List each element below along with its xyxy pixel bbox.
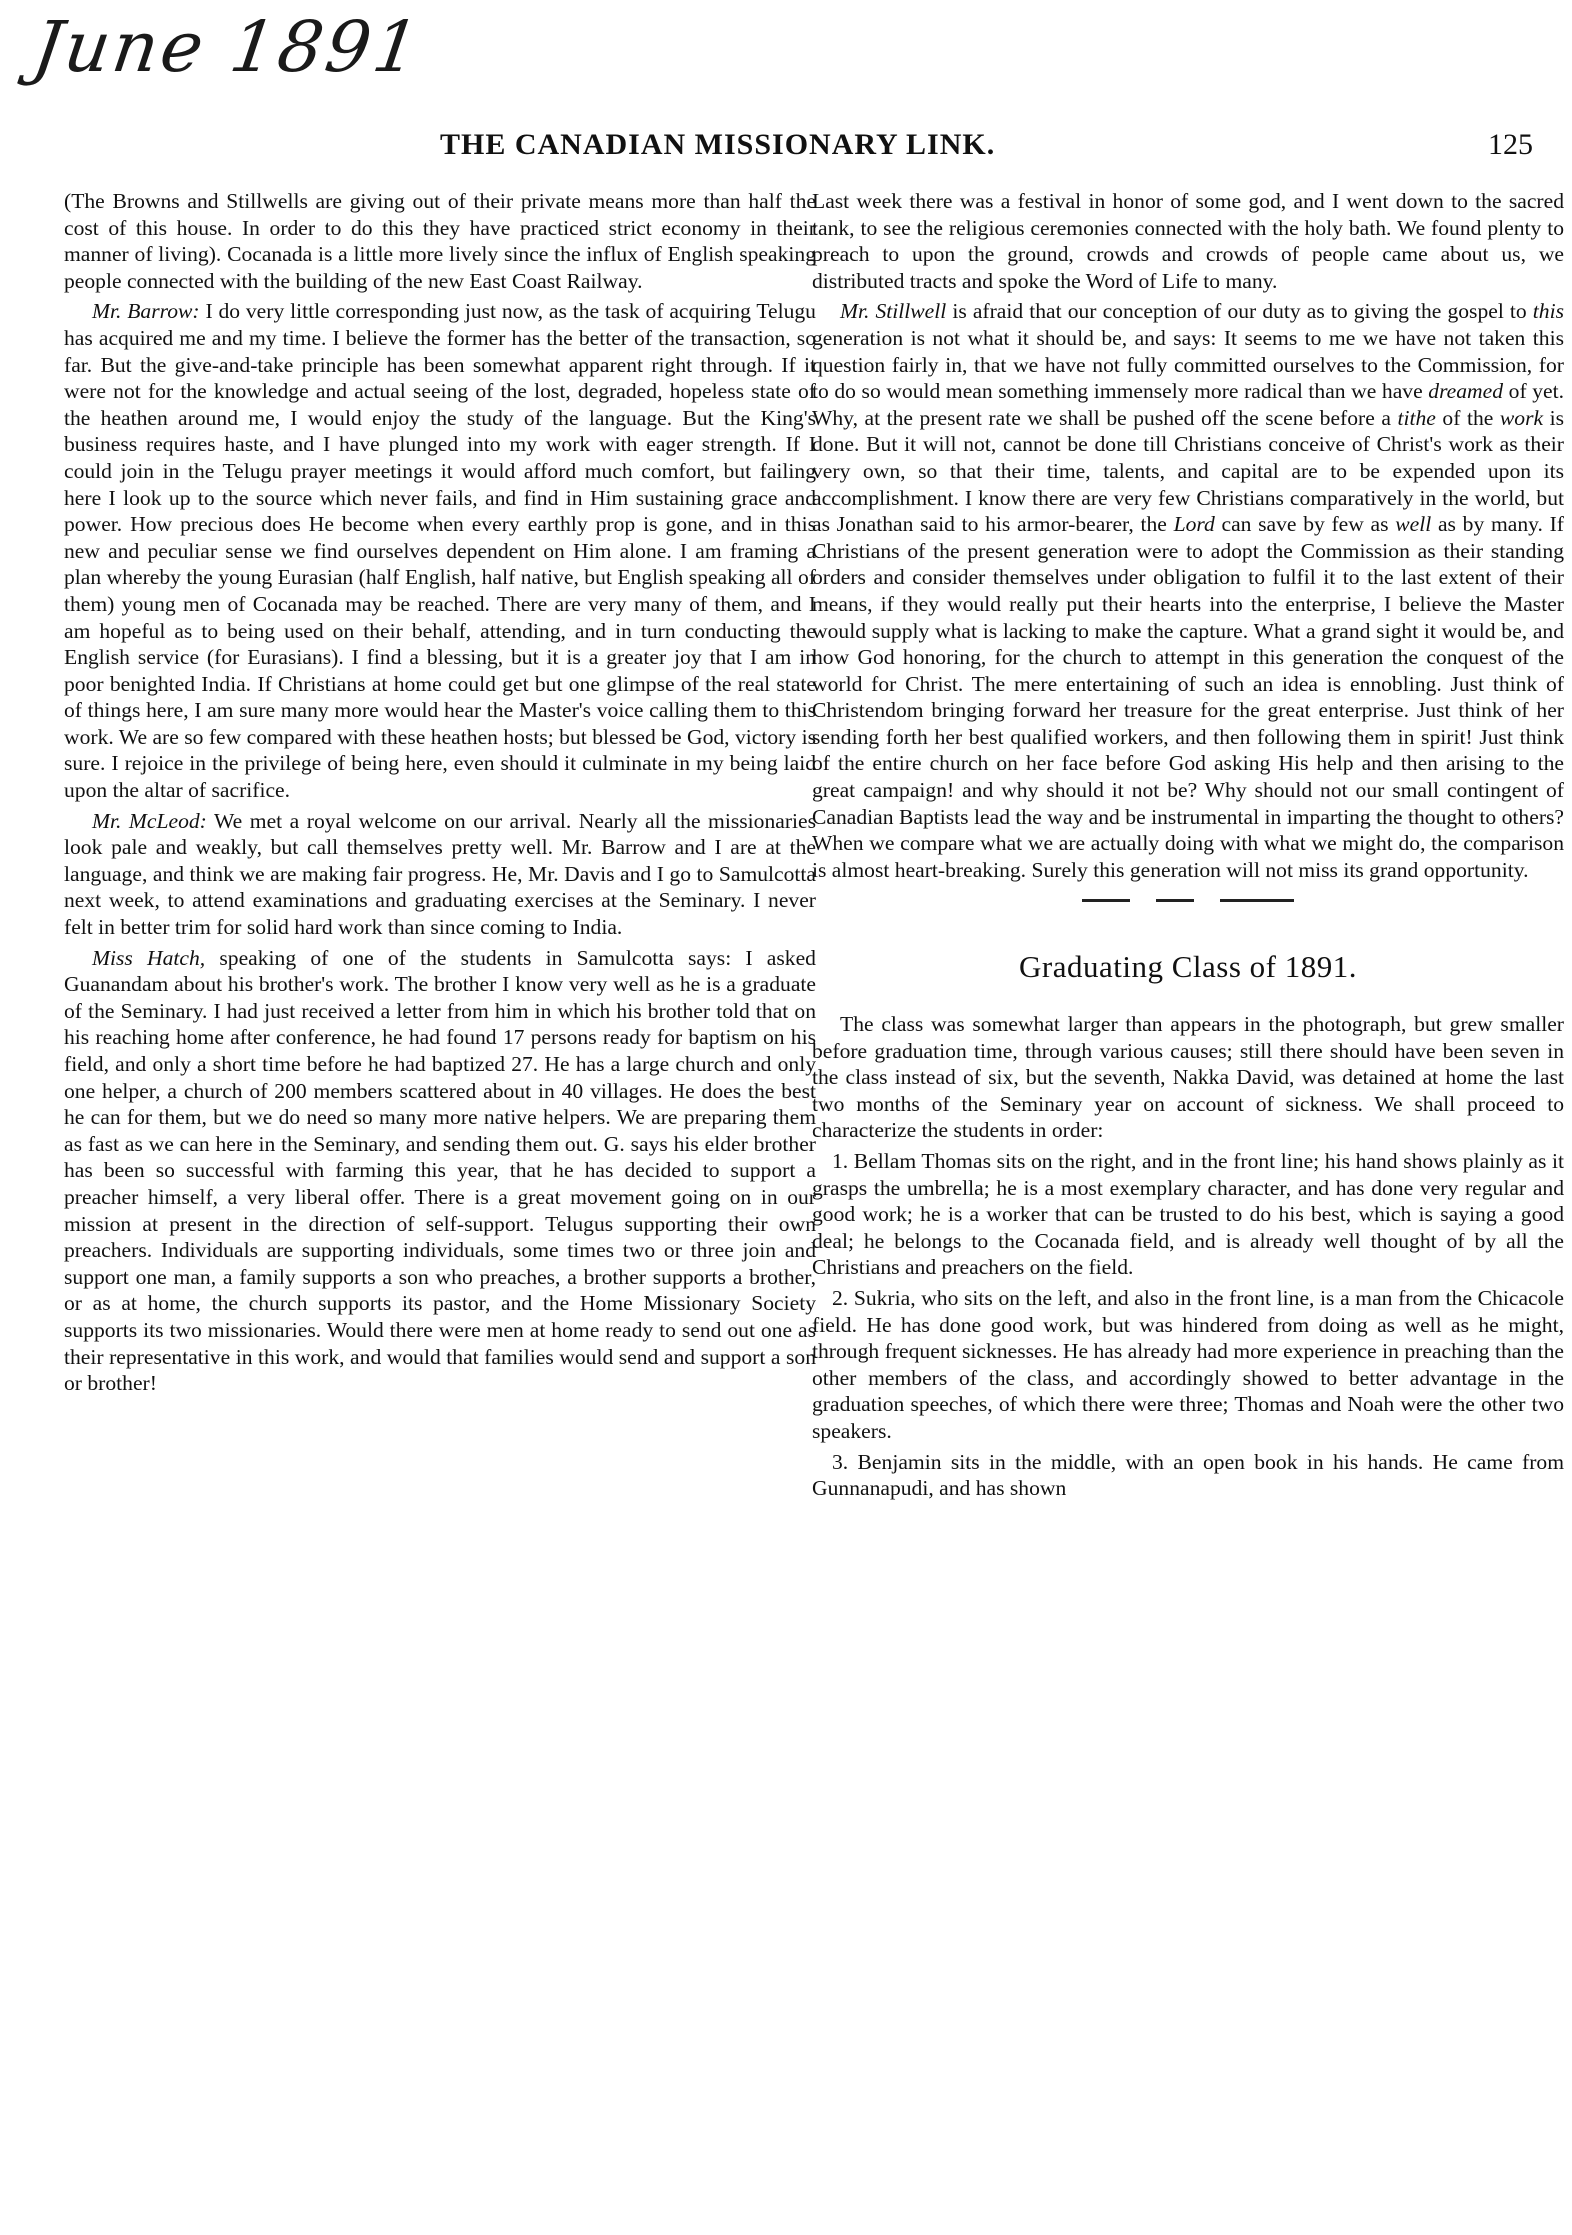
divider-dash	[1082, 899, 1130, 902]
left-column	[64, 188, 816, 1401]
paragraph	[64, 298, 816, 803]
divider-dash	[1156, 899, 1194, 902]
paragraph	[64, 945, 816, 1397]
speaker-name: Mr. Barrow:	[92, 299, 200, 324]
section-heading: Graduating Class of 1891.	[1019, 949, 1357, 985]
emphasis: tithe	[1397, 405, 1436, 430]
paragraph-text: as by many. If Christians of the present generation were to adopt the Commission as their standing orders and consider themselves under obligation to fulfil it to the last extent of their means, if they would really put their hearts into the enterprise, I believe the Master would supply what is lacking to make the capture. What a grand sight it would be, and how God honoring, for the church to attempt in this generation the conquest of the world for Christ. The mere entertaining of such an idea is ennobling. Just think of Christendom bringing forward her treasure for the great enterprise. Just think of her sending forth her best qualified workers, and then following them in spirit! Just think of the entire church on her face before God asking His help and then arising to the great campaign! and why should it not be? Why should not our small contingent of Canadian Baptists lead the way and be instrumental in imparting the thought to others? When we compare what we are actually doing with what we might do, the comparison is almost heart-breaking. Surely this generation will not miss its grand opportunity.	[812, 512, 1564, 882]
paragraph-text: is done. But it will not, cannot be done till Christians conceive of Christ's work as their very own, so that their time, talents, and capital are to be expended upon its accomplishment. I know there are very few Christians comparatively in the world, but as Jonathan said to his armor-bearer, the	[812, 405, 1565, 537]
running-title: THE CANADIAN MISSIONARY LINK.	[440, 128, 996, 161]
list-item: 1. Bellam Thomas sits on the right, and in the front line; his hand shows plainly as it grasps the umbrella; he is a most exemplary character, and has done very regular and good work; he is a worker that can be trusted to do his best, which is saying a good deal; he belongs to the Cocanada field, and is already well thought of by all the Christians and preachers on the field.	[812, 1149, 1564, 1280]
paragraph-text: generation is not what it should be, and says: It seems to me we have not taken this question fairly in, that we have not fully committed ourselves to the Commission, for to do so would mean something immensely more radical than we have	[812, 325, 1564, 404]
paragraph	[64, 808, 816, 941]
right-column	[812, 188, 1564, 1506]
paragraph-text: I do very little corresponding just now, as the task of acquiring Telugu has acquired me and my time. I believe the former has the better of the transaction, so far. But the give-and-take principle has been somewhat apparent right through. If it were not for the knowledge and actual seeing of the lost, degraded, hopeless state of the heathen around me, I would enjoy the study of the language. But the King's business requires haste, and I have plunged into my work with eager strength. If I could join in the Telugu prayer meetings it would afford much comfort, but failing here I look up to the source which never fails, and find in Him sustaining grace and power. How precious does He become when every earthly prop is gone, and in this new and peculiar sense we find ourselves dependent on Him alone. I am framing a plan whereby the young Eurasian (half English, half native, but English speaking all of them) young men of Cocanada may be reached. There are very many of them, and I am hopeful as to being used on their behalf, attending, and in turn conducting the English service (for Eurasians). I find a blessing, but it is a greater joy that I am in poor benighted India. If Christians at home could get but one glimpse of the real state of things here, I am sure many more would hear the Master's voice calling them to this work. We are so few compared with these heathen hosts; but blessed be God, victory is sure. I rejoice in the privilege of being here, even should it culminate in my being laid upon the altar of sacrifice.	[64, 299, 816, 803]
emphasis: work	[1499, 405, 1544, 430]
paragraph-text: of the	[1442, 405, 1494, 430]
paragraph-text: speaking of one of the students in Samulcotta says: I asked Guanandam about his brother's work. The brother I know very well as he is a graduate of the Seminary. I had just received a letter from him in which his brother told that on his reaching home after conference, he had found 17 persons ready for baptism on his field, and only a short time before he had baptized 27. He has a large church and only one helper, a church of 200 members scattered about in 40 villages. He does the best he can for them, but we do need so many more native helpers. We are preparing them as fast as we can here in the Seminary, and sending them out. G. says his elder brother has been so successful with farming this year, that he has decided to support a preacher himself, a very liberal offer. There is a great movement going on in our mission at present in the direction of self-support. Telugus supporting their own preachers. Individuals are supporting individuals, some times two or three join and support one man, a family supports a son who preaches, a brother supports a brother, or as at home, the church supports its pastor, and the Home Missionary Society supports its two missionaries. Would there were men at home ready to send out one as their representative in this work, and would that families would send and support a son or brother!	[64, 945, 816, 1396]
speaker-name: Miss Hatch,	[92, 945, 206, 970]
page-number: 125	[1488, 128, 1533, 161]
divider-dash	[1220, 899, 1294, 902]
emphasis: Lord	[1173, 512, 1215, 537]
emphasis: this	[1532, 299, 1564, 324]
emphasis: well	[1395, 512, 1432, 537]
paragraph: The class was somewhat larger than appears in the photograph, but grew smaller before graduation time, through various causes; still there should have been seven in the class instead of six, but the seventh, Nakka David, was detained at home the last two months of the Seminary year on account of sickness. We shall proceed to characterize the students in order:	[812, 1012, 1564, 1143]
paragraph: (The Browns and Stillwells are giving out of their private means more than half the cost of this house. In order to do this they have practiced strict economy in their manner of living). Cocanada is a little more lively since the influx of English speaking people connected with the building of the new East Coast Railway.	[64, 189, 816, 293]
speaker-name: Mr. Stillwell	[840, 299, 947, 324]
emphasis: dreamed	[1428, 379, 1504, 404]
paragraph-text: We met a royal welcome on our arrival. Nearly all the missionaries look pale and weakly, but call themselves pretty well. Mr. Barrow and I are at the language, and think we are making fair progress. He, Mr. Davis and I go to Samulcotta next week, to attend examinations and graduating exercises at the Seminary. I never felt in better trim for solid hard work than since coming to India.	[64, 808, 817, 940]
handwritten-date-annotation: June 1891	[28, 6, 427, 88]
list-item: 2. Sukria, who sits on the left, and also in the front line, is a man from the Chicacole field. He has done good work, but was hindered from doing as well as he might, through frequent sicknesses. He has already had more experience in preaching than the other members of the class, and accordingly showed to better advantage in the graduation speeches, of which there were three; Thomas and Noah were the other two speakers.	[812, 1285, 1564, 1443]
paragraph-text: is afraid that our conception of our duty as to giving the gospel to	[952, 299, 1527, 324]
paragraph	[812, 298, 1564, 883]
paragraph-text: can save by few as	[1221, 512, 1389, 537]
paragraph-text: of yet. Why, at the present rate we shall be pushed off the scene before a	[812, 379, 1564, 430]
section-divider	[812, 899, 1564, 902]
list-item: 3. Benjamin sits in the middle, with an open book in his hands. He came from Gunnanapudi, and has shown	[812, 1449, 1564, 1501]
speaker-name: Mr. McLeod:	[92, 808, 207, 833]
paragraph: Last week there was a festival in honor of some god, and I went down to the sacred tank, to see the religious ceremonies connected with the holy bath. We found plenty to preach to upon the ground, crowds and crowds of people came about us, we distributed tracts and spoke the Word of Life to many.	[812, 189, 1564, 293]
